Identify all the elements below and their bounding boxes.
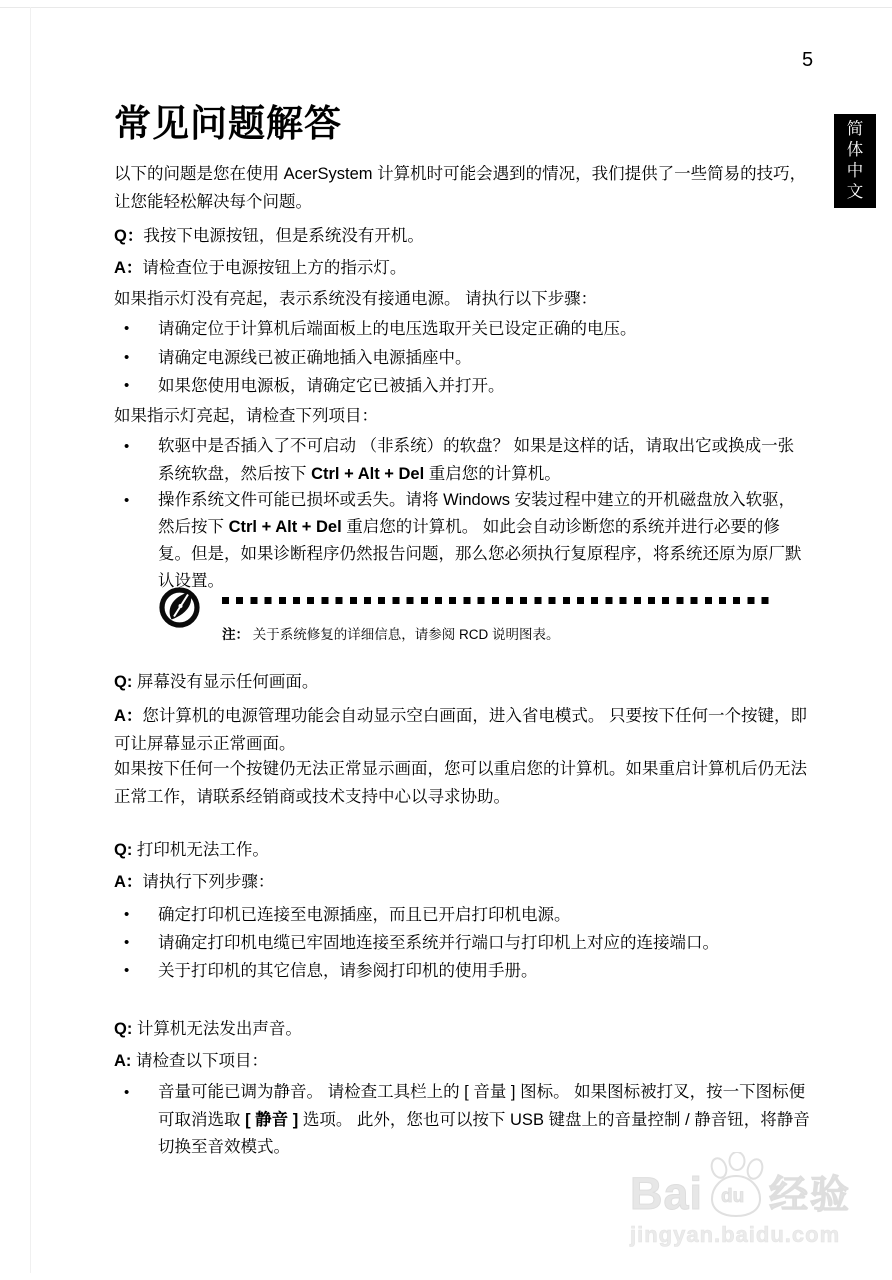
list-item	[114, 487, 810, 595]
question-display	[114, 668, 810, 696]
answer-power	[114, 254, 810, 282]
bullet-icon: •	[124, 934, 130, 951]
watermark-du-text: du	[721, 1186, 745, 1207]
list-item	[114, 315, 810, 343]
watermark-url: jingyan.baidu.com	[630, 1222, 841, 1247]
note-pen-icon	[158, 586, 201, 629]
a-text: 请检查以下项目：	[131, 1052, 269, 1070]
list-item	[114, 433, 810, 488]
list-item-text: 请确定打印机电缆已牢固地连接至系统并行端口与打印机上对应的连接端口。	[158, 934, 719, 952]
bullet-icon: •	[124, 349, 130, 366]
list-item	[114, 957, 810, 985]
note-text: 注： 关于系统修复的详细信息，请参阅 RCD 说明图表。	[222, 627, 560, 642]
bullet-icon: •	[124, 377, 130, 394]
q-text: 打印机无法工作。	[132, 841, 269, 859]
baidu-jingyan-watermark	[630, 1152, 860, 1248]
q-label: Q:	[114, 1020, 133, 1038]
page-number: 5	[802, 49, 814, 71]
list-item	[114, 901, 810, 929]
list-item	[114, 344, 810, 372]
mute-option-label: [ 静音 ]	[245, 1110, 299, 1129]
note-dotted-rule	[222, 597, 770, 604]
list-item-text: 如果您使用电源板，请确定它已被插入并打开。	[158, 377, 505, 395]
list-item	[114, 372, 810, 400]
list-item-text: 软驱中是否插入了不可启动 （非系统）的软盘？ 如果是这样的话，请取出它或换成一张系统软盘，然后按下 Ctrl + Alt + Del 重启您的计算机。	[158, 437, 795, 483]
paragraph-display-extra: 如果按下任何一个按键仍无法正常显示画面，您可以重启您的计算机。如果重启计算机后仍无法正常工作，请联系经销商或技术支持中心以寻求协助。	[114, 760, 807, 806]
list-item-text: 音量可能已调为静音。 请检查工具栏上的 [ 音量 ] 图标。 如果图标被打叉，按一下图标便可取消选取 [ 静音 ] 选项。 此外，您也可以按下 USB 键盘上的音量控制 / 静音钮，将静音切换至音效模式。	[158, 1083, 810, 1156]
watermark-bai-text: Bai	[630, 1168, 704, 1219]
paragraph-no-light: 如果指示灯没有亮起，表示系统没有接通电源。 请执行以下步骤：	[114, 290, 598, 308]
answer-audio	[114, 1047, 810, 1075]
key-combo: Ctrl + Alt + Del	[311, 464, 425, 483]
key-combo: Ctrl + Alt + Del	[228, 518, 342, 536]
intro-paragraph: 以下的问题是您在使用 AcerSystem 计算机时可能会遇到的情况，我们提供了一些简易的技巧，让您能轻松解决每个问题。	[114, 165, 807, 211]
watermark-jingyan-text: 经验	[769, 1174, 852, 1217]
q-label: Q:	[114, 841, 133, 859]
a-label: A：	[114, 259, 143, 277]
bullet-icon: •	[124, 1084, 130, 1101]
list-item-text: 请确定位于计算机后端面板上的电压选取开关已设定正确的电压。	[158, 320, 637, 338]
bullet-icon: •	[124, 492, 130, 509]
answer-printer	[114, 868, 810, 896]
list-item	[114, 1079, 810, 1162]
a-label: A：	[114, 707, 143, 725]
list-item-text: 关于打印机的其它信息，请参阅打印机的使用手册。	[158, 962, 538, 980]
page-title: 常见问题解答	[114, 103, 342, 144]
bullet-icon: •	[124, 906, 130, 923]
a-text: 请执行下列步骤：	[142, 873, 275, 891]
a-text: 请检查位于电源按钮上方的指示灯。	[142, 259, 407, 277]
paragraph-light-on: 如果指示灯亮起，请检查下列项目：	[114, 407, 378, 425]
q-text: 屏幕没有显示任何画面。	[132, 673, 319, 691]
bullet-icon: •	[124, 438, 130, 455]
list-item	[114, 929, 810, 957]
q-label: Q:	[114, 673, 133, 691]
list-item-text: 请确定电源线已被正确地插入电源插座中。	[158, 349, 472, 367]
scan-edge-top	[0, 7, 892, 8]
language-tab-simplified-chinese	[834, 114, 876, 208]
question-audio	[114, 1015, 810, 1043]
language-tab-label: 简体中文	[846, 120, 864, 201]
baidu-paw-print-icon	[705, 1152, 767, 1218]
answer-display	[114, 702, 810, 758]
bullet-icon: •	[124, 962, 130, 979]
watermark-logo	[630, 1152, 860, 1218]
question-power	[114, 222, 810, 250]
scan-edge-left	[30, 7, 31, 1273]
question-printer	[114, 836, 810, 864]
bullet-icon: •	[124, 320, 130, 337]
q-label: Q：	[114, 227, 144, 245]
a-label: A：	[114, 873, 143, 891]
q-text: 我按下电源按钮，但是系统没有开机。	[143, 227, 424, 245]
q-text: 计算机无法发出声音。	[132, 1020, 302, 1038]
list-item-text: 确定打印机已连接至电源插座，而且已开启打印机电源。	[158, 906, 571, 924]
a-label: A:	[114, 1052, 132, 1070]
note-label: 注：	[222, 627, 249, 642]
list-item-text: 操作系统文件可能已损坏或丢失。请将 Windows 安装过程中建立的开机磁盘放入软驱，然后按下 Ctrl + Alt + Del 重启您的计算机。 如此会自动诊断您的系统并进行必要的修复。但是，如果诊断程序仍然报告问题，那么您必须执行复原程序，将系统还原为原厂默认设置。	[158, 491, 802, 590]
a-text: 您计算机的电源管理功能会自动显示空白画面，进入省电模式。 只要按下任何一个按键，即可让屏幕显示正常画面。	[114, 707, 808, 753]
